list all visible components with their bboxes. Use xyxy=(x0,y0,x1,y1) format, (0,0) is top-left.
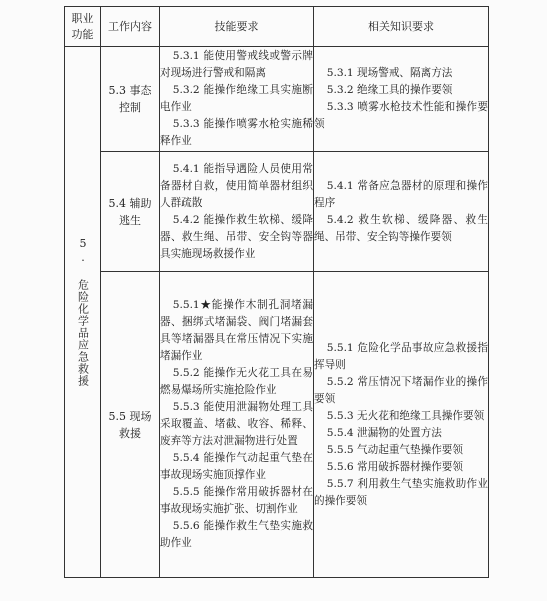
skill-item: 5.4.2 能操作救生软梯、缓降器、救生绳、吊带、安全钩等器具实施现场救援作业 xyxy=(160,213,313,260)
knowledge-item: 5.4.2 救生软梯、缓降器、救生绳、吊带、安全钩等操作要领 xyxy=(314,213,488,243)
skill-item: 5.5.4 能操作气动起重气垫在事故现场实施顶撑作业 xyxy=(160,452,313,481)
skills-cell xyxy=(160,47,314,152)
table-row xyxy=(65,47,489,152)
knowledge-item: 5.5.1 危险化学品事故应急救援指挥导则 xyxy=(314,341,488,371)
knowledge-item: 5.5.3 无火花和绝缘工具操作要领 xyxy=(326,409,485,422)
header-knowledge-requirements: 相关知识要求 xyxy=(314,7,489,47)
knowledge-item: 5.5.7 利用救生气垫实施救助作业的操作要领 xyxy=(314,477,488,507)
knowledge-item: 5.5.5 气动起重气垫操作要领 xyxy=(326,443,463,456)
skill-item: 5.5.3 能使用泄漏物处理工具采取覆盖、堵截、收容、稀释、废弃等方法对泄漏物进行处置 xyxy=(160,401,313,447)
header-function xyxy=(65,7,101,47)
skill-item: 5.4.1 能指导遇险人员使用常备器材自救，使用简单器材组织人群疏散 xyxy=(160,162,313,209)
table-row xyxy=(65,152,489,272)
knowledge-item: 5.3.3 喷雾水枪技术性能和操作要领 xyxy=(314,101,488,130)
skills-cell xyxy=(160,272,314,578)
work-cell: 5.4 辅助逃生 xyxy=(101,152,160,272)
function-label: 5. 危险化学品应急救援 xyxy=(76,237,90,387)
skill-item: 5.5.2 能操作无火花工具在易燃易爆场所实施抢险作业 xyxy=(160,367,313,396)
work-cell: 5.3 事态控制 xyxy=(101,47,160,152)
skill-item: 5.3.2 能操作绝缘工具实施断电作业 xyxy=(160,84,313,113)
knowledge-item: 5.5.4 泄漏物的处置方法 xyxy=(326,426,442,439)
table-row xyxy=(65,272,489,578)
skill-item: 5.5.5 能操作常用破拆器材在事故现场实施扩张、切割作业 xyxy=(160,486,313,515)
knowledge-item: 5.5.2 常压情况下堵漏作业的操作要领 xyxy=(314,375,488,405)
header-function-line1: 职业 xyxy=(71,11,94,25)
skill-item: 5.3.3 能操作喷雾水枪实施稀释作业 xyxy=(160,118,313,147)
knowledge-cell xyxy=(314,272,489,578)
header-function-line2: 功能 xyxy=(71,27,94,41)
skill-item: 5.3.1 能使用警戒线或警示牌对现场进行警戒和隔离 xyxy=(160,50,313,79)
skill-item: 5.5.1★能操作木制孔洞堵漏器、捆绑式堵漏袋、阀门堵漏套具等堵漏器具在常压情况下实施堵漏作业 xyxy=(160,299,313,362)
skill-requirements-table xyxy=(64,6,489,578)
knowledge-item: 5.5.6 常用破拆器材操作要领 xyxy=(326,460,463,473)
function-cell xyxy=(65,47,101,578)
skill-item: 5.5.6 能操作救生气垫实施救助作业 xyxy=(160,520,313,549)
knowledge-item: 5.3.1 现场警戒、隔离方法 xyxy=(326,67,453,79)
skills-cell xyxy=(160,152,314,272)
work-cell: 5.5 现场救援 xyxy=(101,272,160,578)
knowledge-cell xyxy=(314,47,489,152)
knowledge-item: 5.3.2 绝缘工具的操作要领 xyxy=(326,84,453,96)
knowledge-item: 5.4.1 常备应急器材的原理和操作程序 xyxy=(314,179,488,209)
header-skill-requirements: 技能要求 xyxy=(160,7,314,47)
header-work-content: 工作内容 xyxy=(101,7,160,47)
table-header-row xyxy=(65,7,489,47)
knowledge-cell xyxy=(314,152,489,272)
